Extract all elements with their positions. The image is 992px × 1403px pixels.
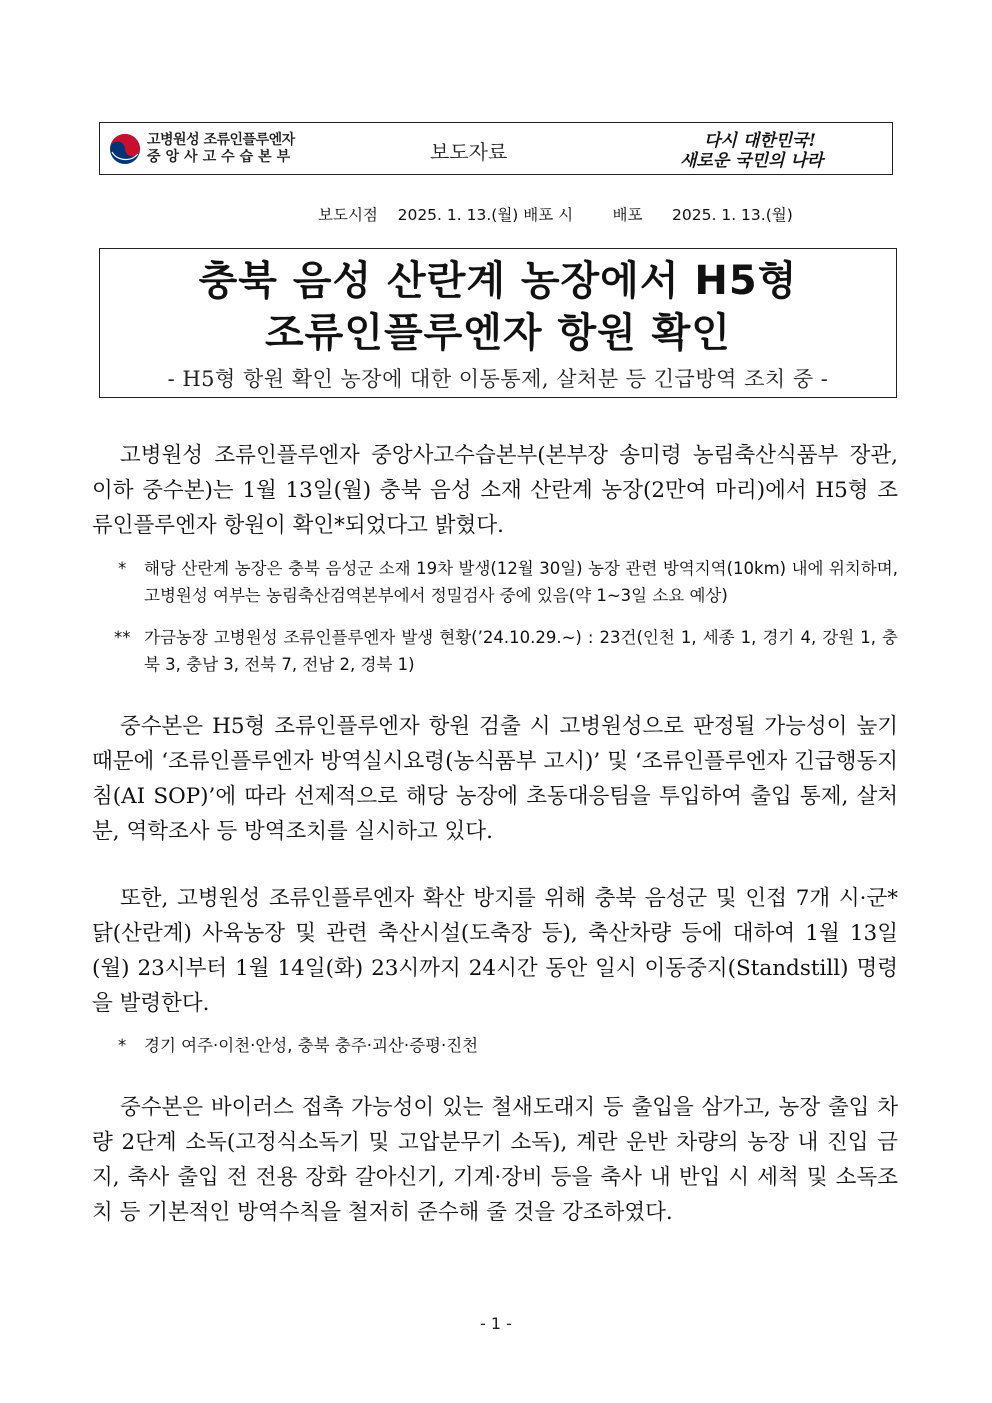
press-header — [99, 122, 893, 175]
taegeuk-emblem-icon — [108, 132, 142, 166]
headline-box — [99, 248, 897, 398]
headline-subtitle: - H5형 항원 확인 농장에 대한 이동통제, 살처분 등 긴급방역 조치 중 - — [167, 367, 829, 391]
org-name-line2: 중앙사고수습본부 — [147, 149, 296, 165]
footnote-1: * 해당 산란계 농장은 충북 음성군 소재 19차 발생(12월 30일) 농장 관련 방역지역(10km) 내에 위치하며, 고병원성 여부는 농림축산검역본부에서 정밀검사 중에 있음(약 1~3일 소요 예상) — [144, 555, 898, 609]
paragraph-3: 또한, 고병원성 조류인플루엔자 확산 방지를 위해 충북 음성군 및 인접 7개 시·군* 닭(산란계) 사육농장 및 관련 축산시설(도축장 등), 축산차량 등에 대하여 1월 13일(월) 23시부터 1월 14일(화) 23시까지 24시간 동안 일시 이동중지(Standstill) 명령을 발령한다. — [92, 886, 898, 1016]
document-type-label: 보도자료 — [430, 140, 508, 164]
headline-line2: 조류인플루엔자 항원 확인 — [265, 310, 731, 356]
org-name-line1: 고병원성 조류인플루엔자 — [147, 132, 295, 148]
footnote-2: ** 가금농장 고병원성 조류인플루엔자 발생 현황(’24.10.29.~) : 23건(인천 1, 세종 1, 경기 4, 강원 1, 충북 3, 충남 3, 전북 7, 전남 2, 경북 1) — [144, 624, 898, 678]
paragraph-1: 고병원성 조류인플루엔자 중앙사고수습본부(본부장 송미령 농림축산식품부 장관, 이하 중수본)는 1월 13일(월) 충북 음성 소재 산란계 농장(2만여 마리)에서 H5형 조류인플루엔자 항원이 확인*되었다고 밝혔다. — [92, 443, 898, 538]
footnote-3-mark: * — [118, 1036, 127, 1055]
paragraph-2: 중수본은 H5형 조류인플루엔자 항원 검출 시 고병원성으로 판정될 가능성이 높기 때문에 ‘조류인플루엔자 방역실시요령(농식품부 고시)’ 및 ‘조류인플루엔자 긴급행동지침(AI SOP)’에 따라 선제적으로 해당 농장에 초동대응팀을 투입하여 출입 통제, 살처분, 역학조사 등 방역조치를 실시하고 있다. — [92, 714, 898, 844]
slogan-line1: 다시 대한민국! — [704, 131, 816, 151]
page-number: - 1 - — [480, 1314, 512, 1333]
org-logo — [108, 131, 295, 167]
headline-line1: 충북 음성 산란계 농장에서 H5형 — [198, 258, 798, 304]
paragraph-4: 중수본은 바이러스 접촉 가능성이 있는 철새도래지 등 출입을 삼가고, 농장 출입 차량 2단계 소독(고정식소독기 및 고압분무기 소독), 계란 운반 차량의 농장 내 진입 금지, 축사 출입 전 전용 장화 갈아신기, 기계·장비 등을 축사 내 반입 시 세척 및 소독조치 등 기본적인 방역수칙을 철저히 준수해 줄 것을 강조하였다. — [92, 1095, 898, 1225]
government-slogan — [672, 127, 882, 173]
release-timing: 보도시점 2025. 1. 13.(월) 배포 시 배포 2025. 1. 13.(월) — [318, 206, 793, 224]
footnote-1-mark: * — [118, 559, 127, 578]
footnote-2-mark: ** — [114, 628, 131, 647]
slogan-line2: 새로운 국민의 나라 — [680, 151, 824, 171]
footnote-3: * 경기 여주·이천·안성, 충북 충주·괴산·증평·진천 — [144, 1032, 898, 1059]
